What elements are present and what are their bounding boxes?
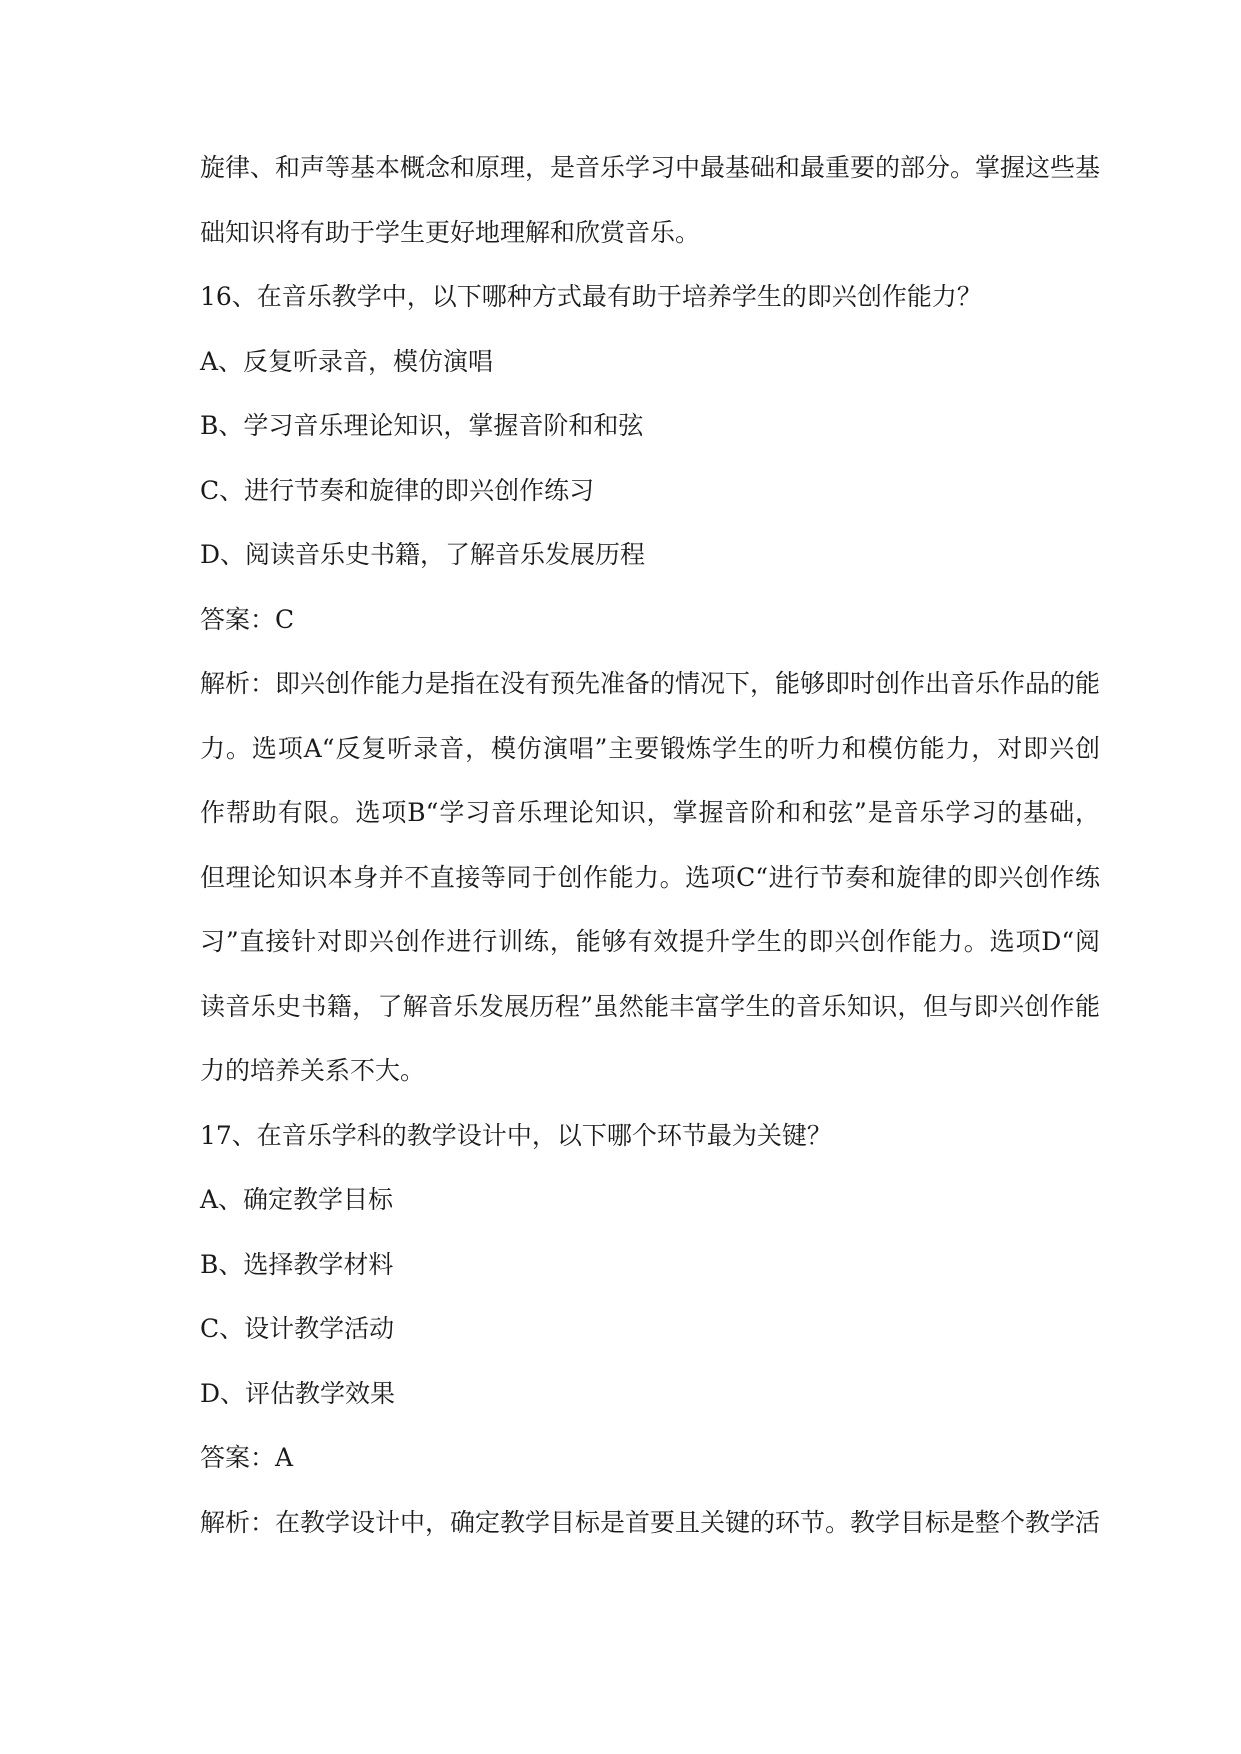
q17-option-b: B、选择教学材料 (200, 1249, 394, 1279)
q17-answer: 答案：A (200, 1443, 294, 1472)
prev-explanation-line-1: 旋律、和声等基本概念和原理，是音乐学习中最基础和最重要的部分。掌握这些基 (200, 153, 1100, 182)
page-content (200, 136, 1100, 1555)
question-17: 17、在音乐学科的教学设计中，以下哪个环节最为关键？ (200, 1120, 832, 1150)
q16-explanation-line-5: 习”直接针对即兴创作进行训练，能够有效提升学生的即兴创作能力。选项D“阅 (200, 927, 1100, 956)
q16-answer: 答案：C (200, 604, 295, 634)
q16-explanation-line-3: 作帮助有限。选项B“学习音乐理论知识，掌握音阶和和弦”是音乐学习的基础， (200, 798, 1100, 827)
q17-option-c: C、设计教学活动 (200, 1314, 395, 1343)
q16-option-d: D、阅读音乐史书籍，了解音乐发展历程 (200, 540, 646, 569)
q16-explanation-line-6: 读音乐史书籍，了解音乐发展历程”虽然能丰富学生的音乐知识，但与即兴创作能 (200, 991, 1100, 1021)
q16-explanation-line-4: 但理论知识本身并不直接等同于创作能力。选项C“进行节奏和旋律的即兴创作练 (200, 862, 1100, 892)
q16-option-a: A、反复听录音，模仿演唱 (200, 346, 494, 376)
q17-option-a: A、确定教学目标 (200, 1185, 394, 1214)
q16-explanation-line-7: 力的培养关系不大。 (200, 1056, 426, 1085)
prev-explanation-line-2: 础知识将有助于学生更好地理解和欣赏音乐。 (200, 217, 701, 247)
q17-explanation-line-1: 解析：在教学设计中，确定教学目标是首要且关键的环节。教学目标是整个教学活 (200, 1507, 1100, 1537)
q16-option-b: B、学习音乐理论知识，掌握音阶和和弦 (200, 411, 644, 440)
q17-option-d: D、评估教学效果 (200, 1378, 396, 1408)
q16-option-c: C、进行节奏和旋律的即兴创作练习 (200, 475, 595, 505)
q16-explanation-line-2: 力。选项A“反复听录音，模仿演唱”主要锻炼学生的听力和模仿能力，对即兴创 (200, 733, 1100, 763)
question-16: 16、在音乐教学中，以下哪种方式最有助于培养学生的即兴创作能力？ (200, 282, 982, 311)
q16-explanation-line-1: 解析：即兴创作能力是指在没有预先准备的情况下，能够即时创作出音乐作品的能 (200, 669, 1100, 698)
